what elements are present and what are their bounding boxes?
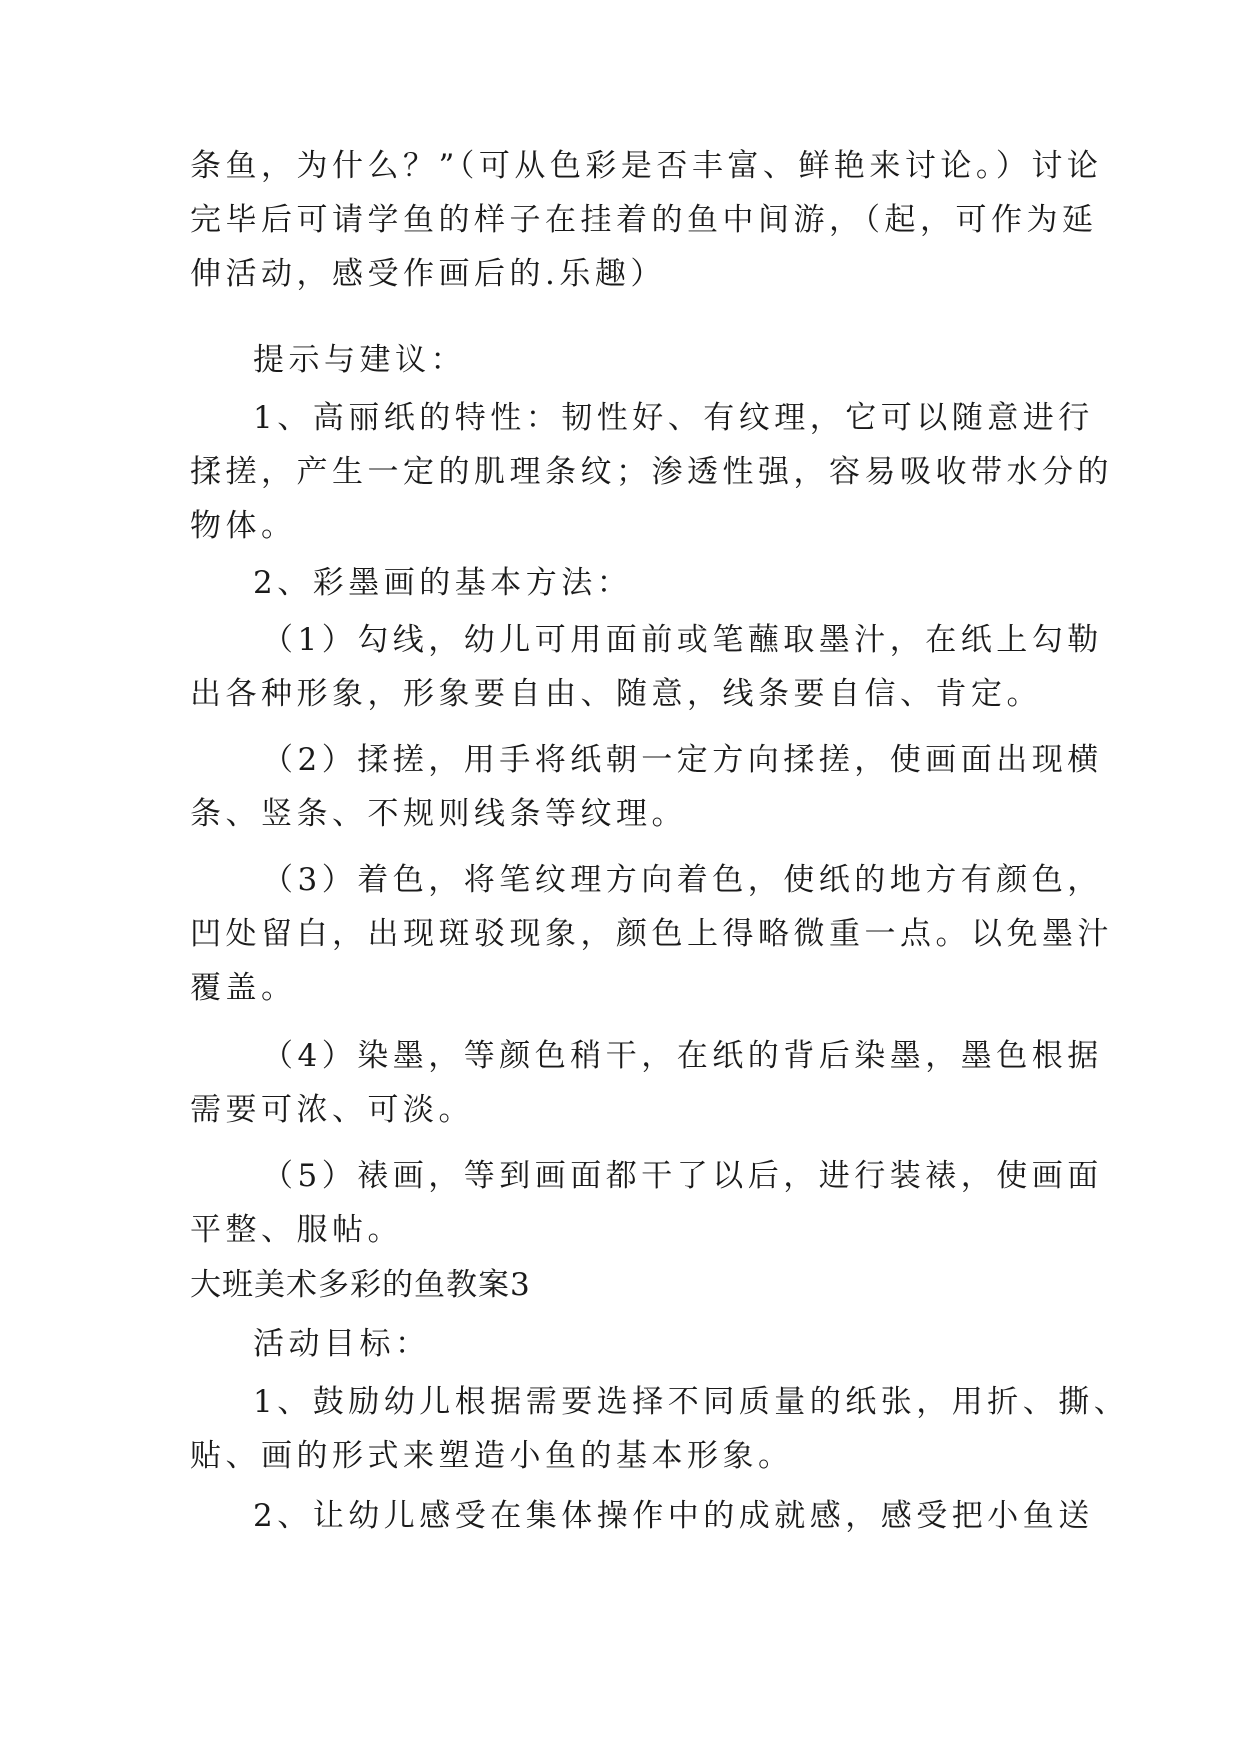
paragraph-line: 完毕后可请学鱼的样子在挂着的鱼中间游，（起，可作为延 [190,202,1098,238]
sub-list-item: （5）裱画，等到画面都干了以后，进行装裱，使画面 [262,1158,1103,1194]
sub-list-item: （1）勾线，幼儿可用面前或笔蘸取墨汁，在纸上勾勒 [262,622,1103,658]
paragraph-line: 物体。 [190,508,297,544]
paragraph-line: 伸活动，感受作画后的.乐趣） [190,256,666,292]
list-item: 1、鼓励幼儿根据需要选择不同质量的纸张，用折、撕、 [253,1384,1130,1420]
section-heading: 活动目标： [253,1326,431,1362]
paragraph-line: 条、竖条、不规则线条等纹理。 [190,796,687,832]
sub-list-item: （3）着色，将笔纹理方向着色，使纸的地方有颜色， [262,862,1103,898]
list-item: 1、高丽纸的特性：韧性好、有纹理，它可以随意进行 [253,400,1094,436]
paragraph-line: 覆盖。 [190,970,297,1006]
paragraph-line: 条鱼，为什么？”（可从色彩是否丰富、鲜艳来讨论。）讨论 [190,148,1103,184]
paragraph-line: 出各种形象，形象要自由、随意，线条要自信、肯定。 [190,676,1042,712]
section-heading: 提示与建议： [253,342,466,378]
list-item: 2、彩墨画的基本方法： [253,565,633,601]
paragraph-line: 贴、画的形式来塑造小鱼的基本形象。 [190,1438,794,1474]
section-title: 大班美术多彩的鱼教案3 [190,1267,531,1303]
paragraph-line: 平整、服帖。 [190,1212,403,1248]
list-item: 2、让幼儿感受在集体操作中的成就感，感受把小鱼送 [253,1498,1094,1534]
paragraph-line: 揉搓，产生一定的肌理条纹；渗透性强，容易吸收带水分的 [190,454,1113,490]
paragraph-line: 需要可浓、可淡。 [190,1092,474,1128]
sub-list-item: （4）染墨，等颜色稍干，在纸的背后染墨，墨色根据 [262,1038,1103,1074]
paragraph-line: 凹处留白，出现斑驳现象，颜色上得略微重一点。以免墨汁 [190,916,1113,952]
sub-list-item: （2）揉搓，用手将纸朝一定方向揉搓，使画面出现横 [262,742,1103,778]
